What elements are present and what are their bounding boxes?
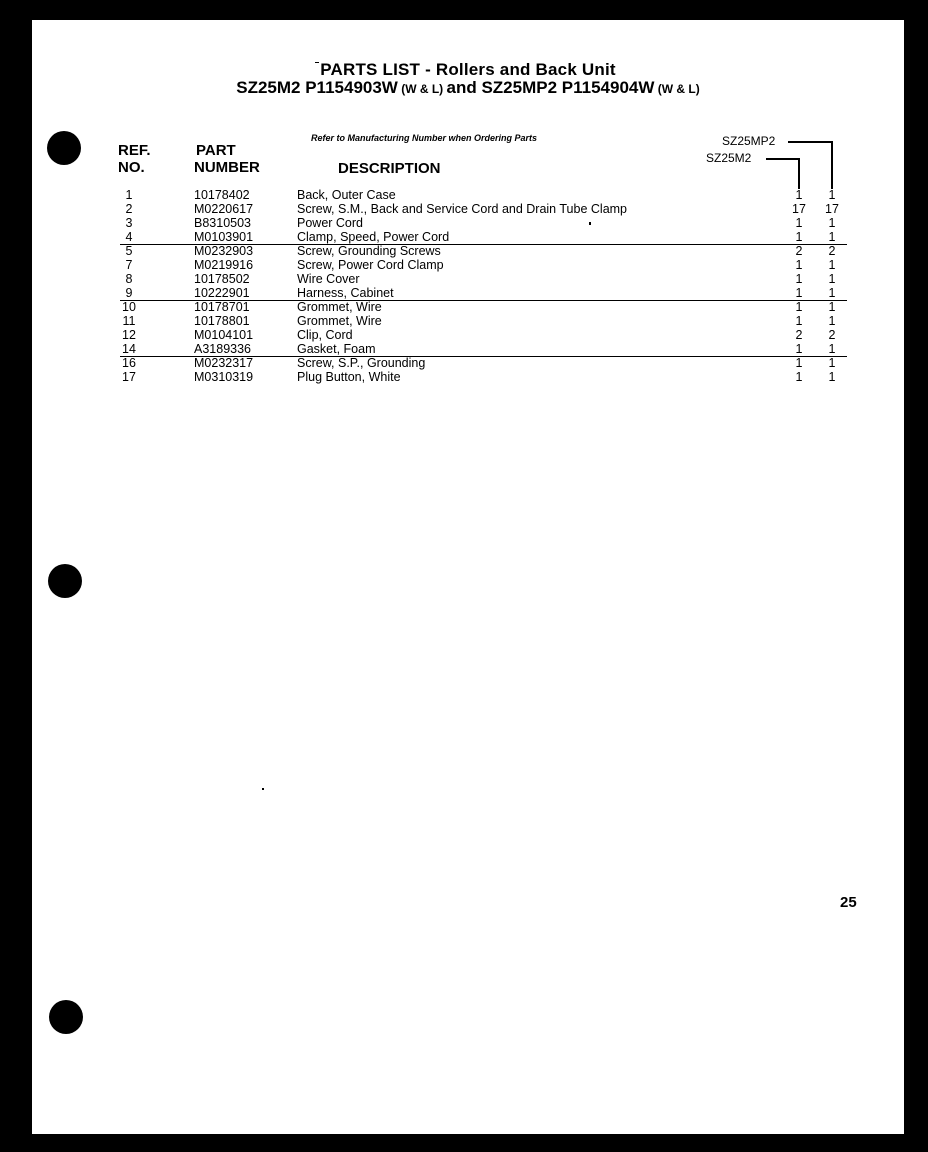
part-number-cell: 10178801 xyxy=(194,314,250,328)
table-row xyxy=(32,314,904,328)
description-cell: Gasket, Foam xyxy=(297,342,376,356)
ref-cell: 17 xyxy=(122,370,136,384)
qty-sz25mp2-cell: 1 xyxy=(828,342,836,356)
ref-cell: 5 xyxy=(125,244,133,258)
ref-cell: 14 xyxy=(122,342,136,356)
qty-sz25m2-cell: 1 xyxy=(795,370,803,384)
description-cell: Screw, Power Cord Clamp xyxy=(297,258,444,272)
ref-cell: 4 xyxy=(125,230,133,244)
subtitle-model-b: and SZ25MP2 P1154904W xyxy=(446,78,655,97)
table-row xyxy=(32,370,904,384)
ref-cell: 12 xyxy=(122,328,136,342)
speck xyxy=(589,222,591,225)
qty-sz25m2-cell: 1 xyxy=(795,258,803,272)
qty-sz25m2-cell: 1 xyxy=(795,188,803,202)
qty-sz25m2-cell: 2 xyxy=(795,328,803,342)
document-page xyxy=(32,20,904,1134)
bracket-sz25m2-horizontal xyxy=(766,158,799,160)
binder-hole xyxy=(48,564,82,598)
description-cell: Plug Button, White xyxy=(297,370,401,384)
qty-sz25m2-cell: 1 xyxy=(795,286,803,300)
description-cell: Power Cord xyxy=(297,216,363,230)
table-row xyxy=(32,244,904,258)
bracket-sz25m2-vertical xyxy=(798,158,800,189)
description-cell: Grommet, Wire xyxy=(297,314,382,328)
table-row xyxy=(32,202,904,216)
ref-cell: 2 xyxy=(125,202,133,216)
qty-sz25mp2-cell: 1 xyxy=(828,356,836,370)
description-header: DESCRIPTION xyxy=(338,160,441,177)
table-row xyxy=(32,216,904,230)
description-cell: Clamp, Speed, Power Cord xyxy=(297,230,450,244)
part-number-cell: M0104101 xyxy=(194,328,254,342)
model-sz25mp2-label: SZ25MP2 xyxy=(722,134,776,148)
qty-sz25mp2-cell: 17 xyxy=(825,202,839,216)
qty-sz25mp2-cell: 1 xyxy=(828,286,836,300)
ref-cell: 8 xyxy=(125,272,133,286)
part-number-cell: 10222901 xyxy=(194,286,250,300)
bracket-sz25mp2-vertical xyxy=(831,141,833,189)
qty-sz25m2-cell: 1 xyxy=(795,300,803,314)
page-number: 25 xyxy=(840,894,857,911)
ref-header: REF. NO. xyxy=(118,142,151,176)
ref-cell: 10 xyxy=(122,300,136,314)
subtitle-variant-a: (W & L) xyxy=(397,82,447,96)
table-row xyxy=(32,258,904,272)
qty-sz25mp2-cell: 1 xyxy=(828,314,836,328)
page-subtitle xyxy=(32,78,904,98)
bracket-sz25mp2-horizontal xyxy=(788,141,832,143)
part-number-cell: 10178402 xyxy=(194,188,250,202)
table-row xyxy=(32,188,904,202)
description-cell: Harness, Cabinet xyxy=(297,286,394,300)
description-cell: Screw, S.P., Grounding xyxy=(297,356,426,370)
ordering-note: Refer to Manufacturing Number when Ordering Parts xyxy=(311,133,538,143)
qty-sz25m2-cell: 17 xyxy=(792,202,806,216)
qty-sz25m2-cell: 1 xyxy=(795,230,803,244)
part-number-cell: M0310319 xyxy=(194,370,254,384)
description-cell: Screw, Grounding Screws xyxy=(297,244,441,258)
part-number-cell: B8310503 xyxy=(194,216,252,230)
qty-sz25mp2-cell: 2 xyxy=(828,244,836,258)
table-row xyxy=(32,286,904,300)
model-sz25m2-label: SZ25M2 xyxy=(706,151,752,165)
table-row xyxy=(32,272,904,286)
description-cell: Wire Cover xyxy=(297,272,360,286)
description-cell: Back, Outer Case xyxy=(297,188,396,202)
part-number-cell: M0219916 xyxy=(194,258,254,272)
binder-hole xyxy=(47,131,81,165)
table-row xyxy=(32,342,904,356)
qty-sz25m2-cell: 1 xyxy=(795,216,803,230)
ref-cell: 3 xyxy=(125,216,133,230)
qty-sz25m2-cell: 2 xyxy=(795,244,803,258)
part-number-cell: M0232903 xyxy=(194,244,254,258)
table-row xyxy=(32,328,904,342)
ref-cell: 9 xyxy=(125,286,133,300)
description-cell: Grommet, Wire xyxy=(297,300,382,314)
qty-sz25mp2-cell: 1 xyxy=(828,258,836,272)
part-header: PART NUMBER xyxy=(194,142,260,176)
qty-sz25mp2-cell: 1 xyxy=(828,216,836,230)
qty-sz25m2-cell: 1 xyxy=(795,356,803,370)
part-number-cell: A3189336 xyxy=(194,342,252,356)
qty-sz25mp2-cell: 2 xyxy=(828,328,836,342)
qty-sz25mp2-cell: 1 xyxy=(828,300,836,314)
qty-sz25m2-cell: 1 xyxy=(795,314,803,328)
qty-sz25m2-cell: 1 xyxy=(795,342,803,356)
table-row xyxy=(32,356,904,370)
table-row xyxy=(32,230,904,244)
page-title: PARTS LIST - Rollers and Back Unit xyxy=(320,60,616,79)
binder-hole xyxy=(49,1000,83,1034)
part-number-cell: M0220617 xyxy=(194,202,254,216)
part-number-cell: 10178701 xyxy=(194,300,250,314)
speck xyxy=(315,62,319,63)
ref-cell: 16 xyxy=(122,356,136,370)
part-number-cell: 10178502 xyxy=(194,272,250,286)
qty-sz25m2-cell: 1 xyxy=(795,272,803,286)
part-number-cell: M0103901 xyxy=(194,230,254,244)
ref-cell: 11 xyxy=(122,314,136,328)
ref-cell: 7 xyxy=(125,258,133,272)
qty-sz25mp2-cell: 1 xyxy=(828,272,836,286)
part-number-cell: M0232317 xyxy=(194,356,254,370)
description-cell: Clip, Cord xyxy=(297,328,353,342)
qty-sz25mp2-cell: 1 xyxy=(828,230,836,244)
subtitle-model-a: SZ25M2 P1154903W xyxy=(236,78,398,97)
ref-cell: 1 xyxy=(125,188,133,202)
description-cell: Screw, S.M., Back and Service Cord and Drain Tube Clamp xyxy=(297,202,628,216)
speck xyxy=(262,788,264,790)
qty-sz25mp2-cell: 1 xyxy=(828,188,836,202)
subtitle-variant-b: (W & L) xyxy=(654,82,700,96)
qty-sz25mp2-cell: 1 xyxy=(828,370,836,384)
table-row xyxy=(32,300,904,314)
